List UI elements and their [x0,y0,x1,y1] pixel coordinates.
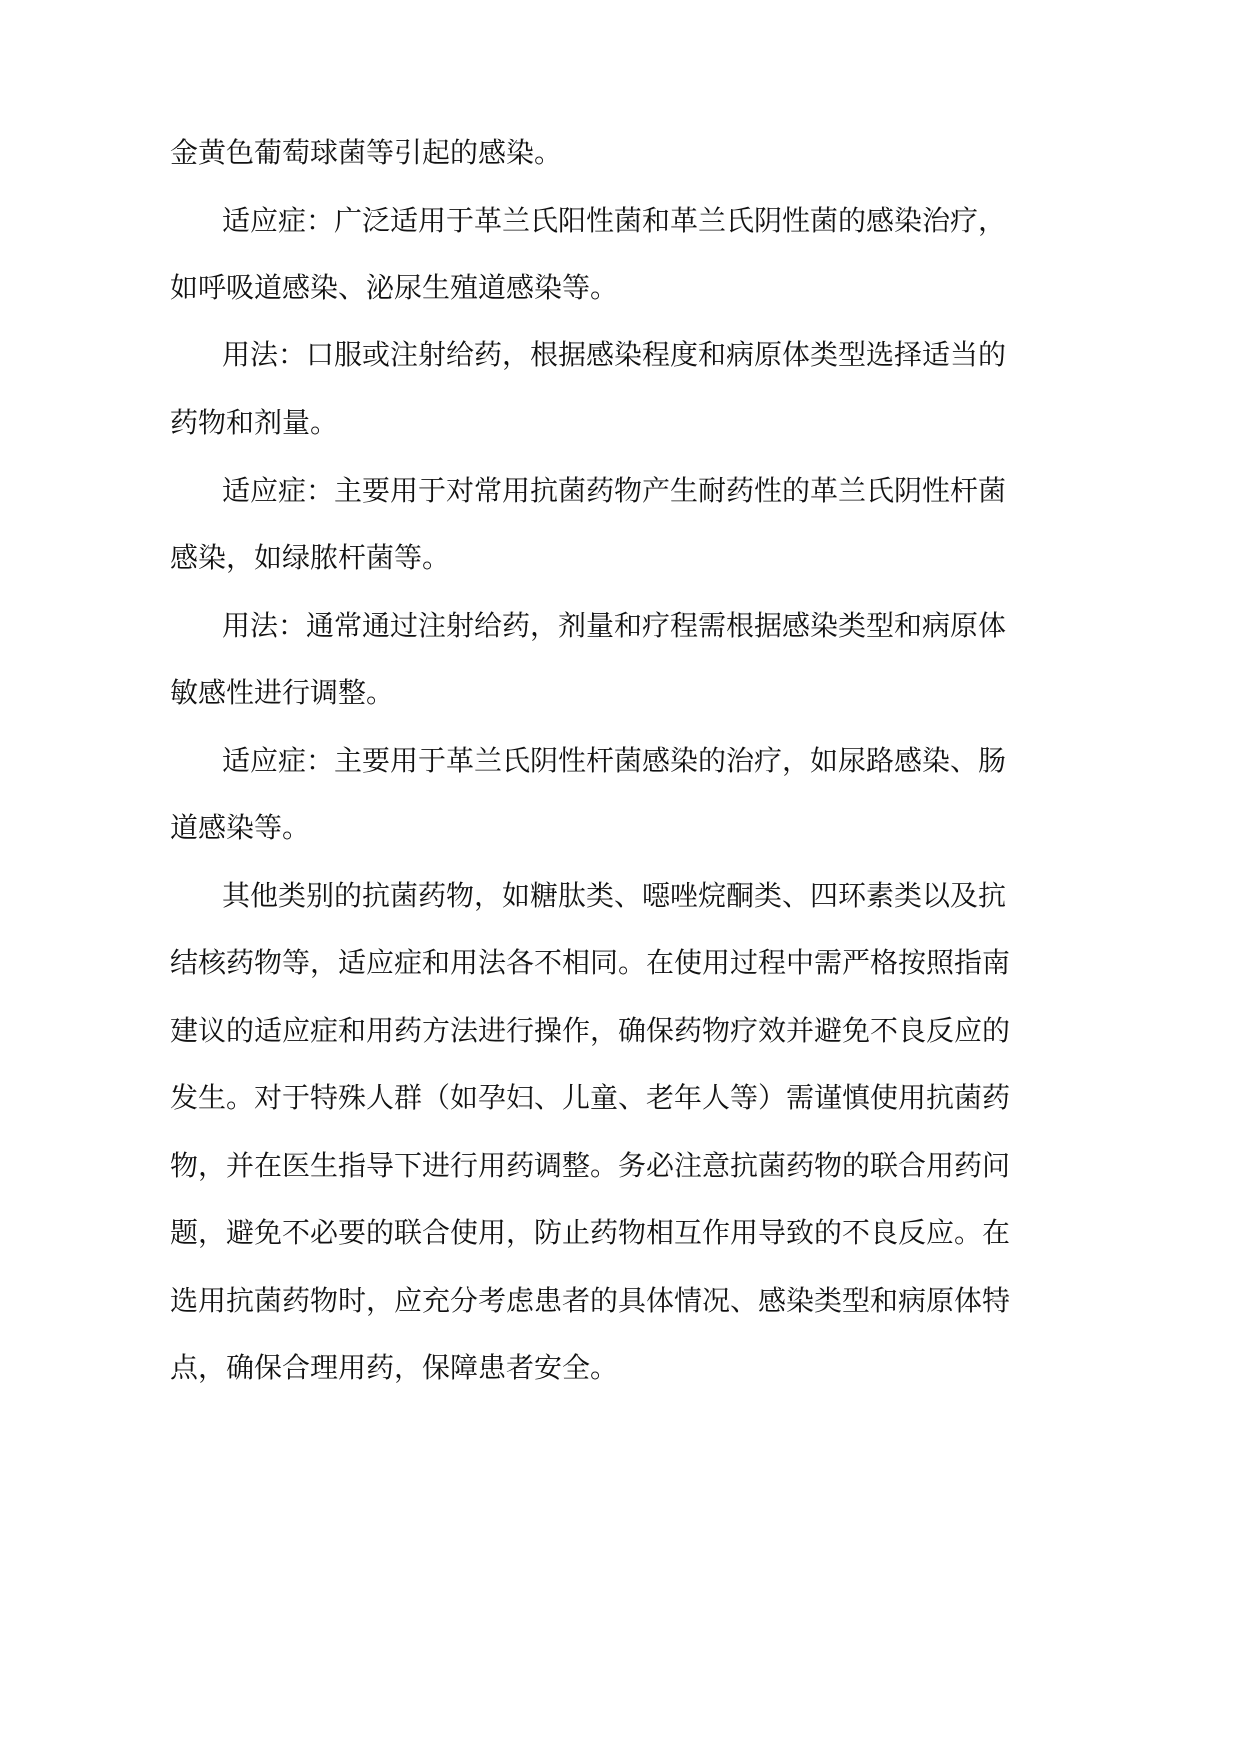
line-text: 药物和剂量。 [170,406,339,439]
text-line [0,403,1241,443]
line-text: 选用抗菌药物时，应充分考虑患者的具体情况、感染类型和病原体特 [170,1284,1011,1317]
text-line [0,268,1241,308]
text-line [0,1348,1241,1388]
text-line [0,133,1241,173]
text-line [0,1078,1241,1118]
line-text: 适应症：主要用于革兰氏阴性杆菌感染的治疗，如尿路感染、肠 [222,744,1007,777]
text-line [0,1213,1241,1253]
line-text: 道感染等。 [170,811,311,844]
line-text: 用法：通常通过注射给药，剂量和疗程需根据感染类型和病原体 [222,609,1007,642]
text-line [0,741,1241,781]
line-text: 结核药物等，适应症和用法各不相同。在使用过程中需严格按照指南 [170,946,1011,979]
text-line [0,201,1241,241]
text-line [0,471,1241,511]
text-line [0,1146,1241,1186]
text-line [0,808,1241,848]
line-text: 其他类别的抗菌药物，如糖肽类、噁唑烷酮类、四环素类以及抗 [222,879,1007,912]
text-line [0,538,1241,578]
line-text: 题，避免不必要的联合使用，防止药物相互作用导致的不良反应。在 [170,1216,1011,1249]
text-line [0,673,1241,713]
text-line [0,876,1241,916]
text-line [0,1281,1241,1321]
line-text: 如呼吸道感染、泌尿生殖道感染等。 [170,271,619,304]
line-text: 感染，如绿脓杆菌等。 [170,541,451,574]
line-text: 发生。对于特殊人群（如孕妇、儿童、老年人等）需谨慎使用抗菌药 [170,1081,1011,1114]
line-text: 金黄色葡萄球菌等引起的感染。 [170,136,563,169]
text-line [0,335,1241,375]
line-text: 适应症：主要用于对常用抗菌药物产生耐药性的革兰氏阴性杆菌 [222,474,1007,507]
line-text: 建议的适应症和用药方法进行操作，确保药物疗效并避免不良反应的 [170,1014,1011,1047]
text-line [0,606,1241,646]
text-line [0,943,1241,983]
text-line [0,1011,1241,1051]
line-text: 物，并在医生指导下进行用药调整。务必注意抗菌药物的联合用药问 [170,1149,1011,1182]
line-text: 敏感性进行调整。 [170,676,395,709]
line-text: 适应症：广泛适用于革兰氏阳性菌和革兰氏阴性菌的感染治疗， [222,204,1007,237]
line-text: 用法：口服或注射给药，根据感染程度和病原体类型选择适当的 [222,338,1007,371]
line-text: 点，确保合理用药，保障患者安全。 [170,1351,619,1384]
